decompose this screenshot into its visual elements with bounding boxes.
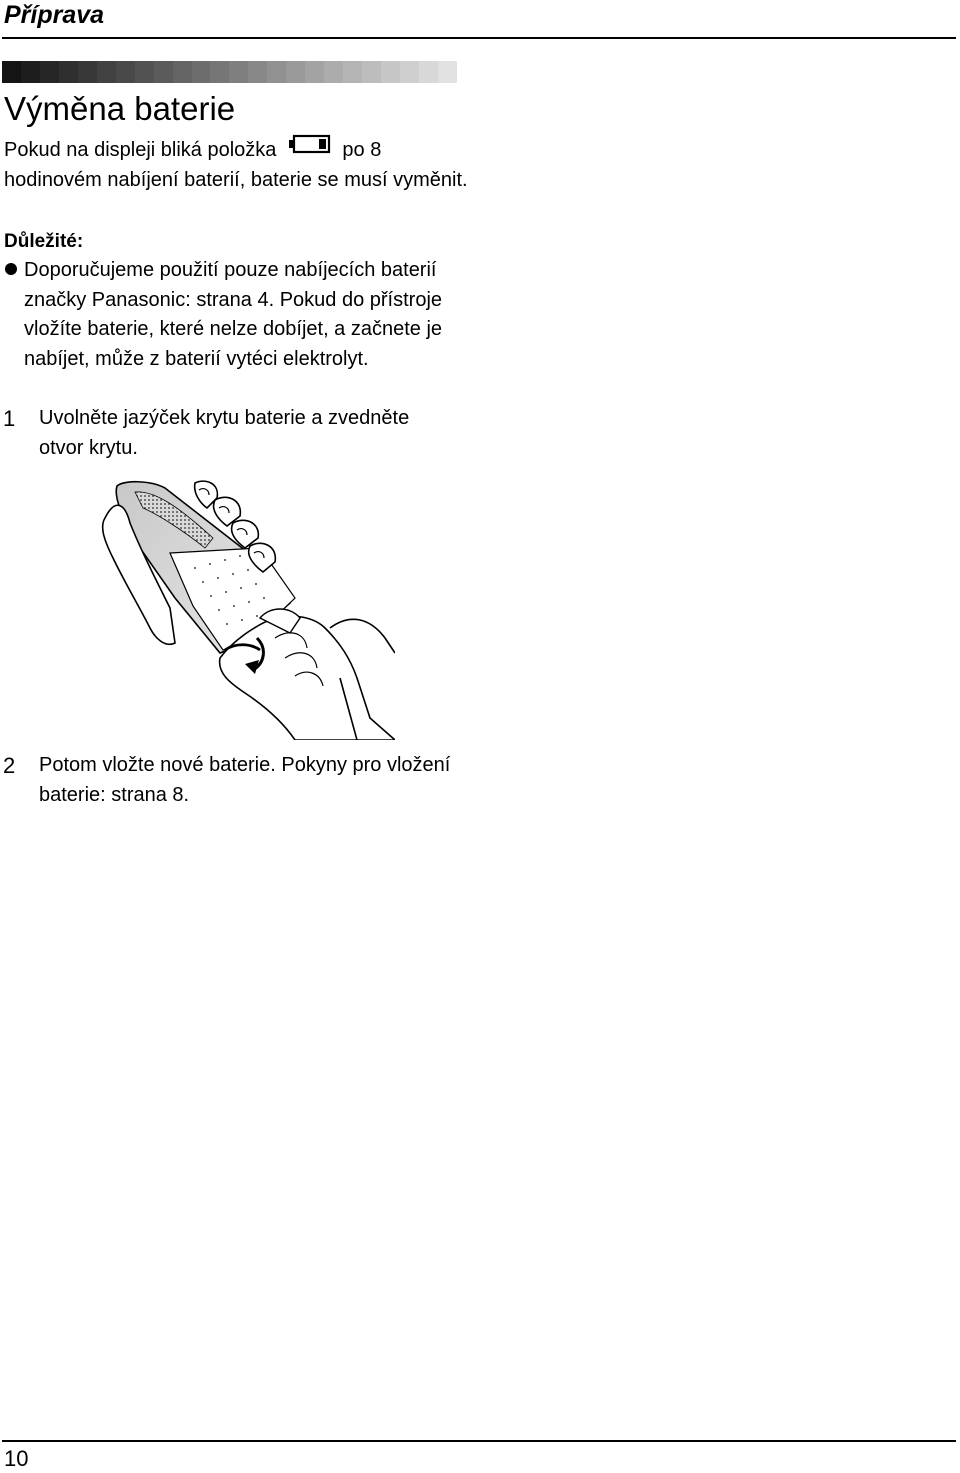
gradient-step — [210, 61, 229, 83]
page-section-header: Příprava — [4, 1, 105, 29]
gradient-step — [400, 61, 419, 83]
gradient-step — [59, 61, 78, 83]
gradient-step — [21, 61, 40, 83]
intro-text-after-icon: po 8 hodinovém nabíjení baterií, baterie se musí vyměnit. — [4, 139, 468, 191]
gradient-step — [173, 61, 192, 83]
gradient-step — [40, 61, 59, 83]
page-number: 10 — [4, 1446, 29, 1471]
gradient-step — [438, 61, 457, 83]
footer-divider — [2, 1440, 956, 1442]
gradient-step — [154, 61, 173, 83]
step-text: Uvolněte jazýček krytu baterie a zvedněte otvor krytu. — [39, 407, 410, 459]
battery-cover-illustration — [95, 478, 395, 740]
step-number: 1 — [3, 406, 16, 431]
gradient-step — [343, 61, 362, 83]
gradient-step — [362, 61, 381, 83]
step-number: 2 — [3, 753, 16, 778]
intro-text-before-icon: Pokud na displeji bliká položka — [4, 139, 277, 162]
gradient-step — [229, 61, 248, 83]
important-bullet-text: Doporučujeme použití pouze nabíjecích baterií značky Panasonic: strana 4. Pokud do přístroje vložíte baterie, které nelze dobíjet, a začnete je nabíjet, může z baterií vytéci elektrolyt. — [24, 259, 443, 370]
gradient-step — [192, 61, 211, 83]
bullet-icon — [5, 263, 17, 275]
gradient-step — [248, 61, 267, 83]
important-label: Důležité: — [4, 231, 84, 252]
gradient-step — [419, 61, 438, 83]
gradient-step — [2, 61, 21, 83]
section-gradient-bar — [2, 61, 457, 83]
gradient-step — [78, 61, 97, 83]
gradient-step — [267, 61, 286, 83]
gradient-step — [116, 61, 135, 83]
gradient-step — [305, 61, 324, 83]
header-divider — [2, 37, 956, 39]
gradient-step — [381, 61, 400, 83]
gradient-step — [135, 61, 154, 83]
intro-paragraph — [4, 136, 474, 195]
section-title: Výměna baterie — [4, 90, 236, 127]
gradient-step — [97, 61, 116, 83]
gradient-step — [324, 61, 343, 83]
step-text: Potom vložte nové baterie. Pokyny pro vložení baterie: strana 8. — [39, 754, 451, 806]
battery-low-icon — [288, 134, 332, 164]
gradient-step — [286, 61, 305, 83]
